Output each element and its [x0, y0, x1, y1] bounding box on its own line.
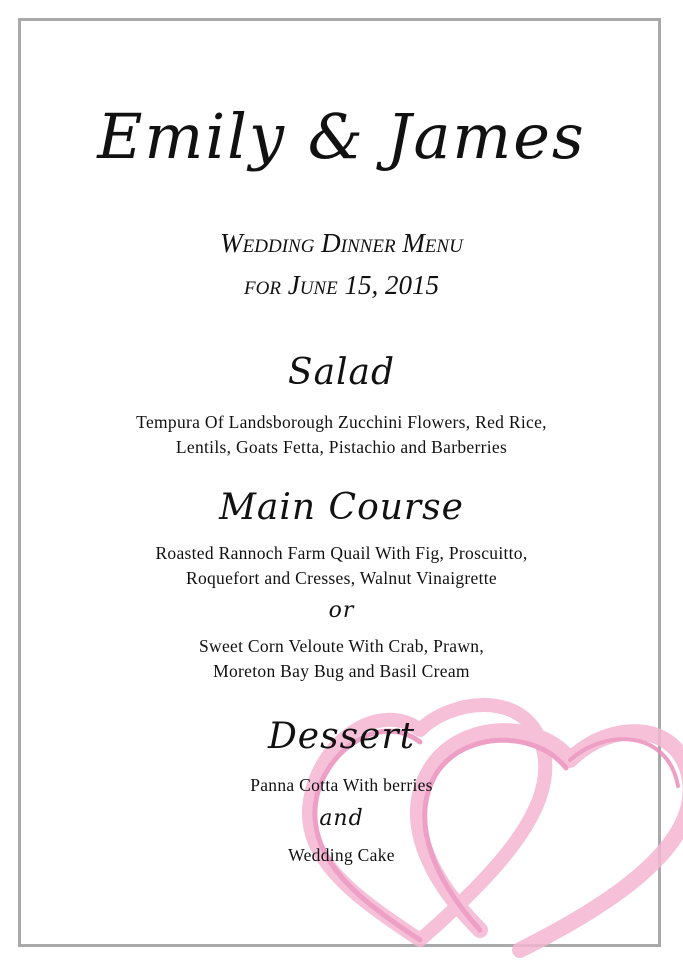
dessert-item: Wedding Cake — [288, 845, 395, 865]
couple-names: Emily & James — [97, 100, 586, 173]
main-option-line: Roasted Rannoch Farm Quail With Fig, Proscuitto, — [155, 543, 528, 563]
main-option-line: Moreton Bay Bug and Basil Cream — [213, 661, 470, 681]
main-course-heading: Main Course — [219, 487, 464, 528]
main-option-line: Roquefort and Cresses, Walnut Vinaigrette — [185, 568, 497, 588]
and-separator: and — [319, 806, 364, 831]
salad-line: Lentils, Goats Fetta, Pistachio and Barberries — [175, 437, 508, 457]
dessert-item: Panna Cotta With berries — [250, 775, 433, 795]
or-separator: or — [328, 598, 355, 623]
salad-line: Tempura Of Landsborough Zucchini Flowers, Red Rice, — [136, 412, 547, 432]
salad-heading: Salad — [287, 352, 396, 393]
dessert-heading: Dessert — [267, 716, 416, 757]
menu-date: for June 15, 2015 — [244, 270, 439, 300]
main-option-line: Sweet Corn Veloute With Crab, Prawn, — [198, 636, 485, 656]
menu-subtitle: Wedding Dinner Menu — [220, 228, 463, 258]
